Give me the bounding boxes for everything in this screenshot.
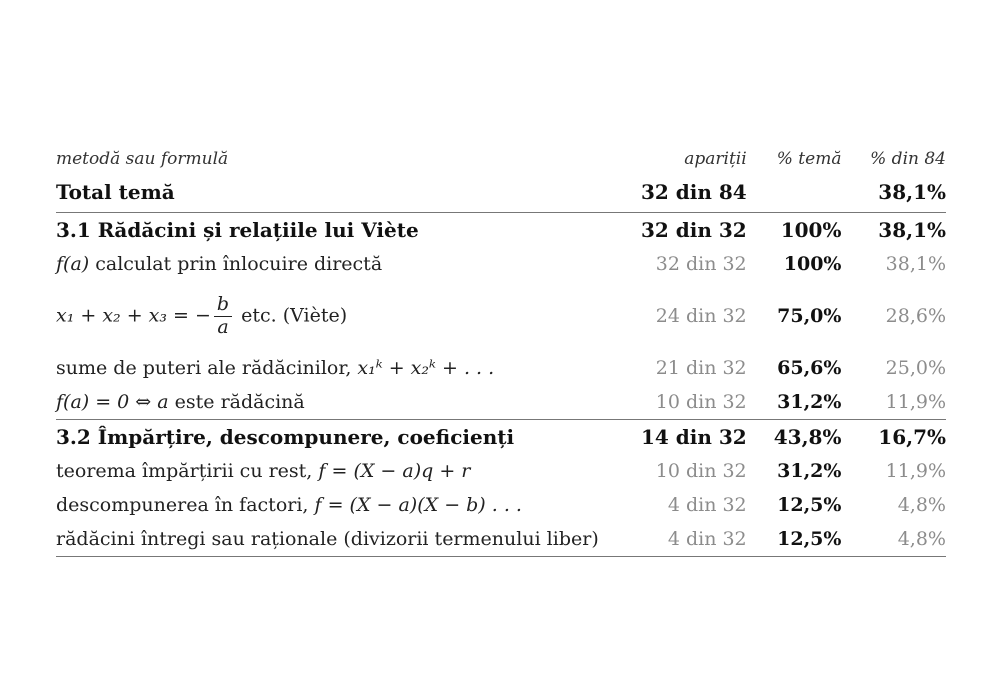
pct-total-cell: 38,1%	[885, 253, 946, 275]
fraction-denominator: a	[217, 315, 229, 338]
occurrences-cell: 10 din 32	[655, 460, 747, 482]
pct-topic-cell: 100%	[783, 253, 842, 275]
section-pct-total: 38,1%	[841, 213, 946, 248]
section-row	[56, 420, 946, 455]
header-occurrences: apariții	[684, 149, 747, 169]
section-title: 3.1 Rădăcini și relațiile lui Viète	[56, 213, 599, 248]
method-text: rădăcini întregi sau raționale (divizorii termenului liber)	[56, 528, 599, 550]
method-text: sume de puteri ale rădăcinilor,	[56, 357, 358, 379]
table-row	[56, 488, 946, 522]
fraction-numerator: b	[214, 294, 232, 317]
method-text: descompunerea în factori,	[56, 494, 315, 516]
pct-topic-cell: 12,5%	[747, 522, 842, 557]
section-title: 3.2 Împărțire, descompunere, coeficienți	[56, 420, 599, 455]
formula: x₁ + x₂ + x₃ = −	[56, 304, 211, 326]
pct-total-cell: 11,9%	[885, 391, 946, 413]
occurrences-cell: 10 din 32	[655, 391, 747, 413]
occurrences-cell: 32 din 32	[655, 253, 747, 275]
method-cell	[56, 247, 599, 281]
method-text: calculat prin înlocuire directă	[89, 253, 383, 275]
total-row	[56, 172, 946, 213]
total-label: Total temă	[56, 180, 175, 204]
pct-topic-cell: 31,2%	[777, 460, 842, 482]
pct-topic-cell: 65,6%	[777, 357, 842, 379]
section-count: 14 din 32	[599, 420, 747, 455]
pct-total-cell: 28,6%	[885, 305, 946, 327]
table-row	[56, 351, 946, 385]
pct-topic-cell: 31,2%	[777, 391, 842, 413]
method-text: este rădăcină	[168, 391, 305, 413]
formula: f = (X − a)(X − b) . . .	[314, 494, 522, 516]
method-cell	[56, 488, 599, 522]
pct-total-cell: 4,8%	[841, 522, 946, 557]
header-method: metodă sau formulă	[56, 149, 229, 169]
section-row	[56, 213, 946, 248]
method-cell	[56, 385, 599, 420]
pct-topic-cell: 75,0%	[777, 305, 842, 327]
total-count: 32 din 84	[640, 180, 747, 204]
formula: f = (X − a)q + r	[318, 460, 471, 482]
table-row	[56, 281, 946, 351]
fraction	[214, 294, 232, 339]
method-cell	[56, 281, 599, 351]
occurrences-cell: 24 din 32	[655, 305, 747, 327]
formula: x₁ᵏ + x₂ᵏ + . . .	[357, 357, 495, 379]
section-pct-topic: 100%	[747, 213, 842, 248]
method-text: teorema împărțirii cu rest,	[56, 460, 319, 482]
table-header-row	[56, 146, 946, 172]
header-pct-total: % din 84	[870, 149, 946, 169]
header-pct-topic: % temă	[776, 149, 842, 169]
occurrences-cell: 4 din 32	[599, 522, 747, 557]
pct-total-cell: 25,0%	[885, 357, 946, 379]
occurrences-cell: 21 din 32	[655, 357, 747, 379]
formula: f(a) = 0 ⇔ a	[56, 391, 169, 413]
section-count: 32 din 32	[599, 213, 747, 248]
section-pct-topic: 43,8%	[747, 420, 842, 455]
method-cell	[56, 351, 599, 385]
table-row	[56, 385, 946, 420]
pct-total-cell: 11,9%	[885, 460, 946, 482]
pct-topic-cell: 12,5%	[777, 494, 842, 516]
table-row	[56, 247, 946, 281]
occurrences-cell: 4 din 32	[667, 494, 747, 516]
section-pct-total: 16,7%	[841, 420, 946, 455]
method-cell	[56, 522, 599, 557]
formula: f(a)	[56, 253, 90, 275]
table-row	[56, 522, 946, 557]
pct-total-cell: 4,8%	[897, 494, 946, 516]
method-frequency-table	[56, 146, 946, 557]
method-text: etc. (Viète)	[235, 304, 348, 326]
method-cell	[56, 454, 599, 488]
total-pct-topic	[747, 172, 842, 213]
table-row	[56, 454, 946, 488]
total-pct-total: 38,1%	[878, 180, 946, 204]
